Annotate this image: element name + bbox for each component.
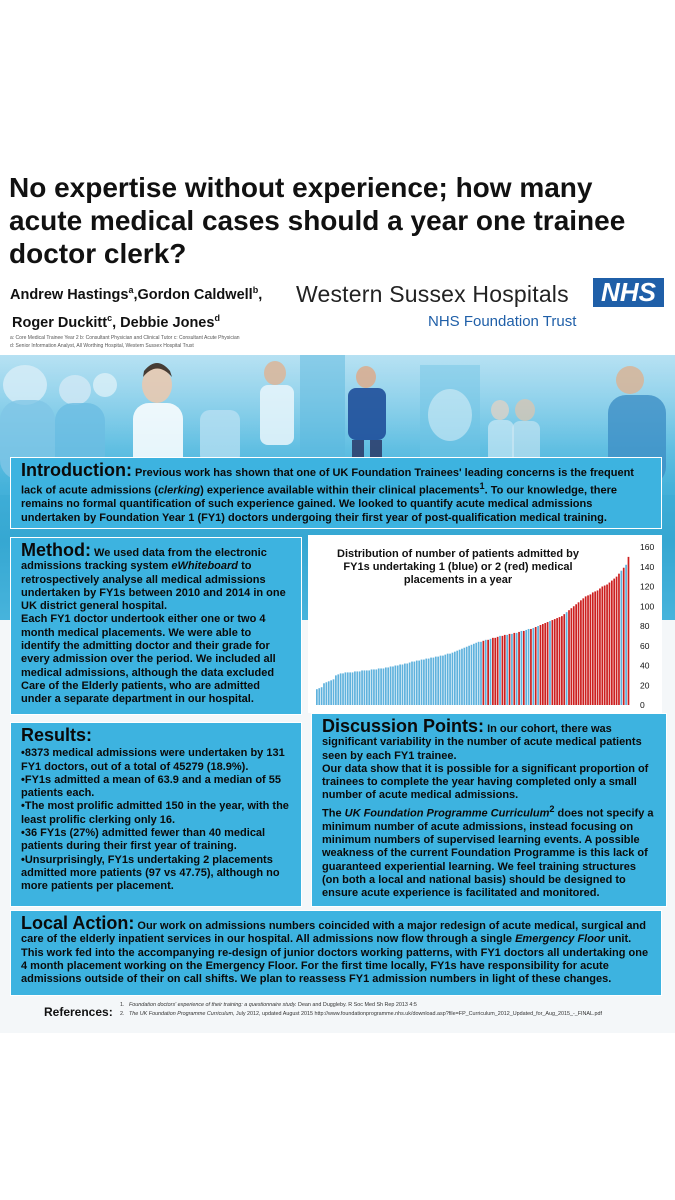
chart-bar xyxy=(563,614,565,705)
nhs-logo: NHS xyxy=(593,278,664,307)
chart-bar xyxy=(559,617,561,705)
chart-bar xyxy=(414,662,416,705)
reference-title: The UK Foundation Programme Curriculum xyxy=(129,1011,233,1017)
authors-line-2: Roger Duckitt$^c$, Debbie Jones$^d$ xyxy=(12,313,220,331)
chart-bar xyxy=(592,592,594,705)
chart-bar xyxy=(335,675,337,705)
chart-bar xyxy=(399,665,401,705)
chart-bar xyxy=(566,612,568,705)
discussion-text: In our cohort, there was significant variability in the number of acute medical patients seen by each FY1 trainee. xyxy=(322,723,642,762)
chart-bar xyxy=(364,670,366,705)
chart-bar xyxy=(409,663,411,705)
chart-bar xyxy=(578,602,580,705)
y-tick-label: 80 xyxy=(640,621,650,631)
chart-bar xyxy=(568,610,570,705)
chart-bar xyxy=(487,640,489,705)
local-action-paragraph xyxy=(21,913,651,986)
chart-bar xyxy=(609,583,611,705)
introduction-paragraph xyxy=(21,460,651,525)
local-action-emphasis: Emergency Floor xyxy=(515,933,605,946)
affiliation-line: a: Core Medical Trainee Year 2 b: Consultant Physician and Clinical Tutor c: Consultant Acute Physician xyxy=(10,335,240,341)
chart-bar xyxy=(625,565,627,705)
results-item: •FY1s admitted a mean of 63.9 and a median of 55 patients each. xyxy=(21,773,281,800)
y-tick-label: 60 xyxy=(640,640,650,651)
chart-bar xyxy=(597,590,599,705)
chart-bar xyxy=(525,630,527,705)
y-tick-label: 20 xyxy=(640,680,650,691)
local-action-text: unit. This work fed into the accompanying re-design of junior doctors working patterns, with FY1 doctors all undertaking one 4 month placement working on the Emergency Floor. For the first time locally, FY1s have responsibility for acute admissions outside of their on call shifts. We plan to reassess FY1 admission numbers in light of these changes. xyxy=(21,933,649,986)
chart-bar xyxy=(449,654,451,705)
introduction-text: Previous work has shown that one of UK Foundation Trainees' leading concerns is the frequent lack of acute admissions ( xyxy=(21,467,634,497)
poster xyxy=(0,165,675,1033)
chart-bar xyxy=(606,585,608,705)
discussion-paragraph xyxy=(322,803,656,901)
chart-bar xyxy=(356,671,358,705)
introduction-text: ) experience available within their clinical placements xyxy=(200,484,480,497)
chart-bar xyxy=(537,626,539,705)
poster-header xyxy=(0,165,675,355)
chart-bar xyxy=(435,657,437,705)
chart-bar xyxy=(499,636,501,705)
chart-bar xyxy=(571,608,573,705)
local-action-text: Our work on admissions numbers coincided with a major redesign of acute medical, surgical and care of the elderly inpatient services in our hospital. All admissions now flow through a single xyxy=(21,920,646,946)
chart-bar xyxy=(418,661,420,705)
chart-bar xyxy=(416,661,418,705)
author-name: Andrew Hastings xyxy=(10,286,129,303)
results-item: •Unsurprisingly, FY1s undertaking 2 placements admitted more patients (97 vs 47.75), although no more patients per placement. xyxy=(21,853,280,893)
chart-bar xyxy=(528,629,530,705)
chart-bar xyxy=(380,668,382,705)
discussion-paragraph: Our data show that it is possible for a significant proportion of trainees to complete the year having completed only a small number of acute medical admissions. xyxy=(322,762,649,802)
chart-bar xyxy=(440,656,442,705)
chart-bar xyxy=(423,660,425,705)
chart-bar xyxy=(492,638,494,705)
chart-bar xyxy=(542,624,544,705)
chart-bar xyxy=(618,574,620,705)
chart-bar xyxy=(318,688,320,705)
chart-bar xyxy=(411,662,413,705)
chart-bar xyxy=(585,596,587,705)
author-name: Debbie Jones xyxy=(120,314,215,331)
method-paragraph xyxy=(21,540,291,613)
chart-bar xyxy=(485,640,487,705)
chart-bar xyxy=(544,623,546,705)
chart-bar xyxy=(513,633,515,705)
chart-bar xyxy=(547,622,549,705)
chart-bar xyxy=(521,631,523,705)
results-item: •The most prolific admitted 150 in the year, with the least prolific clerking only 16. xyxy=(21,800,289,826)
chart-bar xyxy=(337,674,339,705)
discussion-section xyxy=(311,713,667,907)
chart-bar xyxy=(349,672,351,705)
author-name: Roger Duckitt xyxy=(12,314,108,331)
chart-bar xyxy=(575,604,577,705)
chart-bar xyxy=(616,577,618,705)
chart-bar xyxy=(504,635,506,705)
chart-bar xyxy=(473,644,475,705)
reference-item xyxy=(120,1011,602,1017)
y-tick-label: 100 xyxy=(640,601,655,612)
chart-bar xyxy=(397,666,399,706)
discussion-heading: Discussion Points: xyxy=(322,716,485,736)
chart-bar xyxy=(444,655,446,705)
chart-bar xyxy=(590,594,592,705)
chart-bar xyxy=(390,666,392,705)
chart-bar xyxy=(352,672,354,705)
chart-bar xyxy=(442,656,444,705)
chart-bar xyxy=(582,598,584,705)
introduction-emphasis: clerking xyxy=(157,484,201,497)
introduction-text: . To our knowledge, there remains no formal quantification of such experience gained. We looked to quantify acute medical admissions undertaken by Foundation Year 1 (FY1) doctors undergoing their first year of post-qualification medical training. xyxy=(21,484,618,524)
chart-bar xyxy=(556,618,558,705)
chart-bar xyxy=(511,634,513,705)
chart-bar xyxy=(480,642,482,705)
chart-bar xyxy=(580,600,582,705)
chart-bar xyxy=(506,635,508,705)
trust-name: NHS Foundation Trust xyxy=(428,313,577,330)
chart-bar xyxy=(368,670,370,705)
results-section xyxy=(10,722,302,907)
chart-bar xyxy=(378,668,380,705)
chart-bar xyxy=(402,665,404,705)
reference-title: Foundation doctors' experience of their training: a questionnaire study. xyxy=(129,1002,297,1008)
chart-bar xyxy=(447,654,449,705)
reference-number: 2. xyxy=(120,1011,125,1017)
chart-bar xyxy=(454,652,456,705)
chart-bar xyxy=(532,628,534,705)
references-label: References: xyxy=(44,1005,113,1019)
y-tick-label: 140 xyxy=(640,561,655,572)
chart-bar xyxy=(490,639,492,705)
chart-bar xyxy=(395,666,397,706)
chart-bar xyxy=(471,645,473,705)
chart-bar xyxy=(613,579,615,705)
chart-bar xyxy=(561,616,563,705)
author-sup: c xyxy=(107,313,113,323)
chart-bar xyxy=(611,581,613,705)
chart-bar xyxy=(549,621,551,705)
chart-bar xyxy=(535,627,537,705)
local-action-heading: Local Action: xyxy=(21,913,135,933)
discussion-text: does not specify a minimum number of acute admissions, instead focusing on minimum numbers of supervised learning events. A possible weakness of the current Foundation Programme is this lack of guaranteed experiential learning. We feel training structures (on both a local and national basis) should be designed to ensure acute experience is facilitated and monitored. xyxy=(322,807,654,900)
chart-bar xyxy=(385,667,387,705)
discussion-text: The xyxy=(322,807,345,820)
chart-panel xyxy=(308,535,662,713)
chart-bar xyxy=(373,669,375,705)
results-item: •36 FY1s (27%) admitted fewer than 40 medical patients during their first year of training. xyxy=(21,827,266,853)
citation-sup: 2 xyxy=(549,803,555,814)
chart-bar xyxy=(361,670,363,705)
chart-bar xyxy=(478,642,480,705)
chart-bar xyxy=(463,648,465,705)
chart-bar xyxy=(601,587,603,706)
chart-bar xyxy=(552,620,554,705)
chart-bar xyxy=(371,669,373,705)
bar-chart xyxy=(308,535,662,713)
introduction-section xyxy=(10,457,662,529)
chart-bar xyxy=(628,557,630,705)
citation-sup: 1 xyxy=(479,481,485,492)
reference-number: 1. xyxy=(120,1002,125,1008)
chart-bar xyxy=(599,588,601,705)
author-sup: a xyxy=(128,285,134,295)
chart-bar xyxy=(461,649,463,705)
method-text: We used data from the electronic admissions tracking system xyxy=(21,547,267,573)
chart-bar xyxy=(421,660,423,705)
chart-bar xyxy=(516,633,518,705)
chart-bar xyxy=(540,625,542,705)
chart-bar xyxy=(328,681,330,705)
chart-bar xyxy=(509,634,511,705)
chart-bar xyxy=(428,659,430,705)
reference-detail: Dean and Duggleby. R Soc Med Sh Rep 2013 4:5 xyxy=(296,1002,417,1008)
chart-bar xyxy=(342,673,344,705)
chart-bar xyxy=(604,586,606,705)
chart-bar xyxy=(354,671,356,705)
results-heading: Results: xyxy=(21,725,93,745)
chart-bar xyxy=(387,667,389,705)
chart-bar xyxy=(466,647,468,705)
method-heading: Method: xyxy=(21,540,91,560)
chart-bar xyxy=(375,669,377,705)
method-section xyxy=(10,537,302,715)
chart-bar xyxy=(316,689,318,705)
method-paragraph: Each FY1 doctor undertook either one or two 4 month medical placements. We were able to identify the admitting doctor and their grade for every admission over the period. We included all medical admissions, although the data excluded Care of the Elderly patients, who are admitted under a separate department in our hospital. xyxy=(21,613,276,706)
chart-bar xyxy=(530,629,532,705)
page-title: No expertise without experience; how many acute medical cases should a year one trainee doctor clerk? xyxy=(9,172,626,269)
chart-bar xyxy=(326,682,328,705)
chart-bar xyxy=(404,664,406,705)
results-item: •8373 medical admissions were undertaken by 131 FY1 doctors, out of a total of 45279 (18.9%). xyxy=(21,747,285,773)
author-sup: b xyxy=(252,285,259,295)
affiliation-line: d: Senior Information Analyst, All Worthing Hospital, Western Sussex Hospital Trust xyxy=(10,343,194,349)
chart-bar xyxy=(623,568,625,705)
chart-bar xyxy=(430,658,432,705)
chart-bar xyxy=(587,595,589,705)
reference-item xyxy=(120,1002,417,1008)
y-tick-label: 120 xyxy=(640,581,655,592)
chart-bar xyxy=(383,668,385,705)
chart-bar xyxy=(494,638,496,705)
chart-bar xyxy=(459,650,461,705)
introduction-heading: Introduction: xyxy=(21,460,132,480)
chart-bar xyxy=(502,636,504,705)
chart-bar xyxy=(392,666,394,705)
chart-bar xyxy=(573,606,575,705)
chart-bar xyxy=(483,641,485,705)
chart-bar xyxy=(620,571,622,705)
chart-bar xyxy=(406,664,408,705)
chart-bar xyxy=(594,591,596,705)
chart-bar xyxy=(433,658,435,705)
chart-bar xyxy=(437,657,439,705)
chart-bar xyxy=(366,670,368,705)
discussion-emphasis: UK Foundation Programme Curriculum xyxy=(344,807,550,820)
authors-line-1: Andrew Hastings$^a$,Gordon Caldwell$^b$, xyxy=(10,285,263,303)
y-tick-label: 40 xyxy=(640,660,650,671)
chart-bar xyxy=(518,632,520,705)
chart-bar xyxy=(425,659,427,705)
chart-bar xyxy=(330,680,332,705)
discussion-paragraph xyxy=(322,716,656,763)
reference-detail: , July 2012, updated August 2015 http://www.foundationprogramme.nhs.uk/download.asp?file=FP_Curriculum_2012_Updated_for_Aug_2015_-_FINAL.pdf xyxy=(232,1011,603,1017)
chart-bar xyxy=(323,683,325,705)
chart-bar xyxy=(523,631,525,705)
chart-bar xyxy=(347,672,349,705)
chart-title: Distribution of number of patients admitted by FY1s undertaking 1 (blue) or 2 (red) medical placements in a year xyxy=(337,548,579,586)
chart-bar xyxy=(475,643,477,705)
chart-bar xyxy=(554,619,556,705)
author-name: Gordon Caldwell xyxy=(137,286,253,303)
method-text: to retrospectively analyse all medical admissions undertaken by FY1s between 2010 and 2014 in one UK district general hospital. xyxy=(21,560,286,613)
chart-bar xyxy=(333,679,335,705)
chart-bar xyxy=(359,671,361,705)
chart-bar xyxy=(452,653,454,705)
chart-bar xyxy=(321,687,323,705)
chart-bar xyxy=(456,651,458,705)
hospital-name: Western Sussex Hospitals xyxy=(296,281,569,307)
chart-bar xyxy=(345,672,347,705)
author-sup: d xyxy=(214,313,220,323)
method-emphasis: eWhiteboard xyxy=(171,560,239,573)
y-tick-label: 0 xyxy=(640,700,645,710)
local-action-section xyxy=(10,910,662,996)
chart-bar xyxy=(497,637,499,705)
y-tick-label: 160 xyxy=(640,542,655,552)
chart-bar xyxy=(468,646,470,705)
chart-bar xyxy=(340,673,342,705)
